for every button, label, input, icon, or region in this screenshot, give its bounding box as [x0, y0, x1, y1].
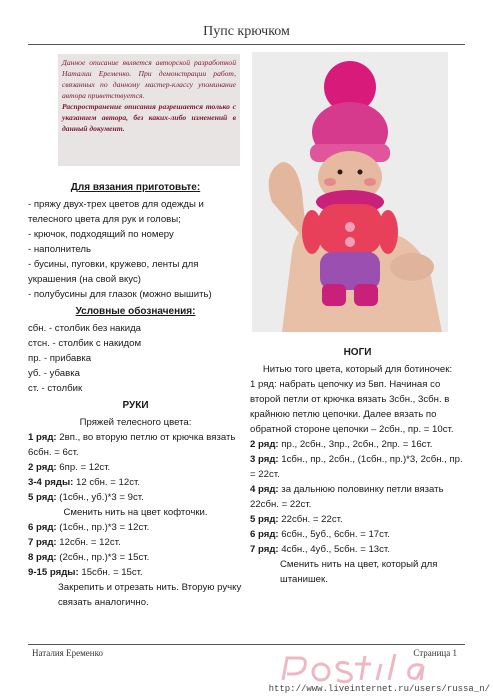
left-column	[28, 178, 243, 610]
legend-item: уб. - убавка	[28, 368, 80, 379]
pattern-row	[250, 452, 465, 482]
row-number: 4 ряд:	[250, 484, 279, 495]
prep-heading: Для вязания приготовьте:	[70, 182, 201, 193]
doll-photo	[252, 52, 448, 332]
pattern-row	[250, 437, 465, 452]
legend-item: сбн. - столбик без накида	[28, 323, 142, 334]
row-text: 6пр. = 12ст.	[56, 462, 111, 473]
row-number: 1 ряд:	[28, 432, 57, 443]
hands-end-note: Закрепить и отрезать нить. Вторую ручку связать аналогично.	[58, 582, 242, 608]
copyright-notice	[58, 54, 240, 166]
row-number: 3-4 ряды:	[28, 477, 74, 488]
legs-row-1: 1 ряд: набрать цепочку из 5вп. Начиная со второй петли от крючка вязать 3сбн., 3сбн. в крайнюю петлю цепочки. Далее вязать по обратной стороне цепочки – 2сбн., пр. = 10ст.	[250, 379, 454, 435]
footer-author: Наталия Еременко	[32, 648, 103, 658]
row-text: 15сбн. = 15ст.	[78, 567, 143, 578]
legend-item: стсн. - столбик с накидом	[28, 338, 142, 349]
pattern-row	[28, 520, 243, 535]
pattern-row	[28, 550, 243, 565]
row-text: 12сбн. = 12ст.	[56, 537, 121, 548]
row-number: 7 ряд:	[250, 544, 279, 555]
row-number: 2 ряд:	[250, 439, 279, 450]
pattern-row	[250, 512, 465, 527]
row-number: 5 ряд:	[250, 514, 279, 525]
row-number: 3 ряд:	[250, 454, 279, 465]
legend-heading: Условные обозначения:	[75, 306, 196, 317]
header-divider	[28, 44, 465, 45]
row-text: 6сбн., 5уб., 6сбн. = 17ст.	[278, 529, 390, 540]
row-text: 1сбн., пр., 2сбн., (1сбн., пр.)*3, 2сбн., пр. = 22ст.	[250, 454, 463, 480]
row-text: за дальнюю половинку петли вязать 22сбн. = 22ст.	[250, 484, 444, 510]
row-number: 8 ряд:	[28, 552, 57, 563]
row-text: 2вп., во вторую петлю от крючка вязать 6сбн. = 6ст.	[28, 432, 236, 458]
pattern-row	[28, 490, 243, 505]
pattern-row	[28, 565, 243, 580]
prep-item: - крючок, подходящий по номеру	[28, 229, 174, 240]
row-number: 7 ряд:	[28, 537, 57, 548]
pattern-row	[28, 535, 243, 550]
page-header	[0, 0, 493, 44]
legs-intro: Нитью того цвета, который для ботиночек:	[262, 364, 453, 375]
row-text: 12 сбн. = 12ст.	[73, 477, 140, 488]
prep-item: - бусины, пуговки, кружево, ленты для украшения (на свой вкус)	[28, 259, 199, 285]
watermark-brand: Postila	[283, 652, 287, 653]
pattern-row	[250, 527, 465, 542]
pattern-row	[250, 542, 465, 557]
row-text: 22сбн. = 22ст.	[278, 514, 343, 525]
pattern-row	[250, 482, 465, 512]
row-number: 5 ряд:	[28, 492, 57, 503]
notice-text: Данное описание является авторской разработкой Наталии Еременко. При демонстрации работ, связанных по данному мастер-классу упоминание автора приветствуется.	[62, 58, 236, 100]
row-text: пр., 2сбн., 3пр., 2сбн., 2пр. = 16ст.	[278, 439, 433, 450]
footer-page-number: Страница 1	[413, 648, 457, 658]
hands-heading: РУКИ	[122, 400, 149, 411]
watermark-url: http://www.liveinternet.ru/users/russa_n/	[268, 684, 490, 694]
page-title: Пупс крючком	[203, 24, 290, 39]
row-text: (1сбн., пр.)*3 = 12ст.	[56, 522, 150, 533]
hands-color-change: Сменить нить на цвет кофточки.	[63, 507, 208, 518]
row-text: (2сбн., пр.)*3 = 15ст.	[56, 552, 150, 563]
prep-item: - наполнитель	[28, 244, 91, 255]
row-number: 9-15 ряды:	[28, 567, 79, 578]
row-number: 6 ряд:	[250, 529, 279, 540]
notice-strong-text: Распространение описания разрешается только с указанием автора, без каких-либо изменений в данный документ.	[62, 102, 236, 133]
row-text: 4сбн., 4уб., 5сбн. = 13ст.	[278, 544, 390, 555]
pattern-row	[28, 430, 243, 460]
legs-color-change: Сменить нить на цвет, который для штанишек.	[280, 559, 438, 585]
right-column	[250, 343, 465, 587]
legend-item: пр. - прибавка	[28, 353, 92, 364]
pattern-row	[28, 460, 243, 475]
row-number: 2 ряд:	[28, 462, 57, 473]
row-text: (1сбн., уб.)*3 = 9ст.	[56, 492, 144, 503]
row-number: 6 ряд:	[28, 522, 57, 533]
hands-subheading: Пряжей телесного цвета:	[79, 417, 192, 428]
pattern-row	[28, 475, 243, 490]
footer-divider	[28, 644, 465, 645]
prep-item: - полубусины для глазок (можно вышить)	[28, 289, 212, 300]
prep-item: - пряжу двух-трех цветов для одежды и телесного цвета для рук и головы;	[28, 199, 204, 225]
postila-watermark-logo	[273, 652, 473, 686]
legs-heading: НОГИ	[343, 347, 372, 358]
legend-item: ст. - столбик	[28, 383, 83, 394]
